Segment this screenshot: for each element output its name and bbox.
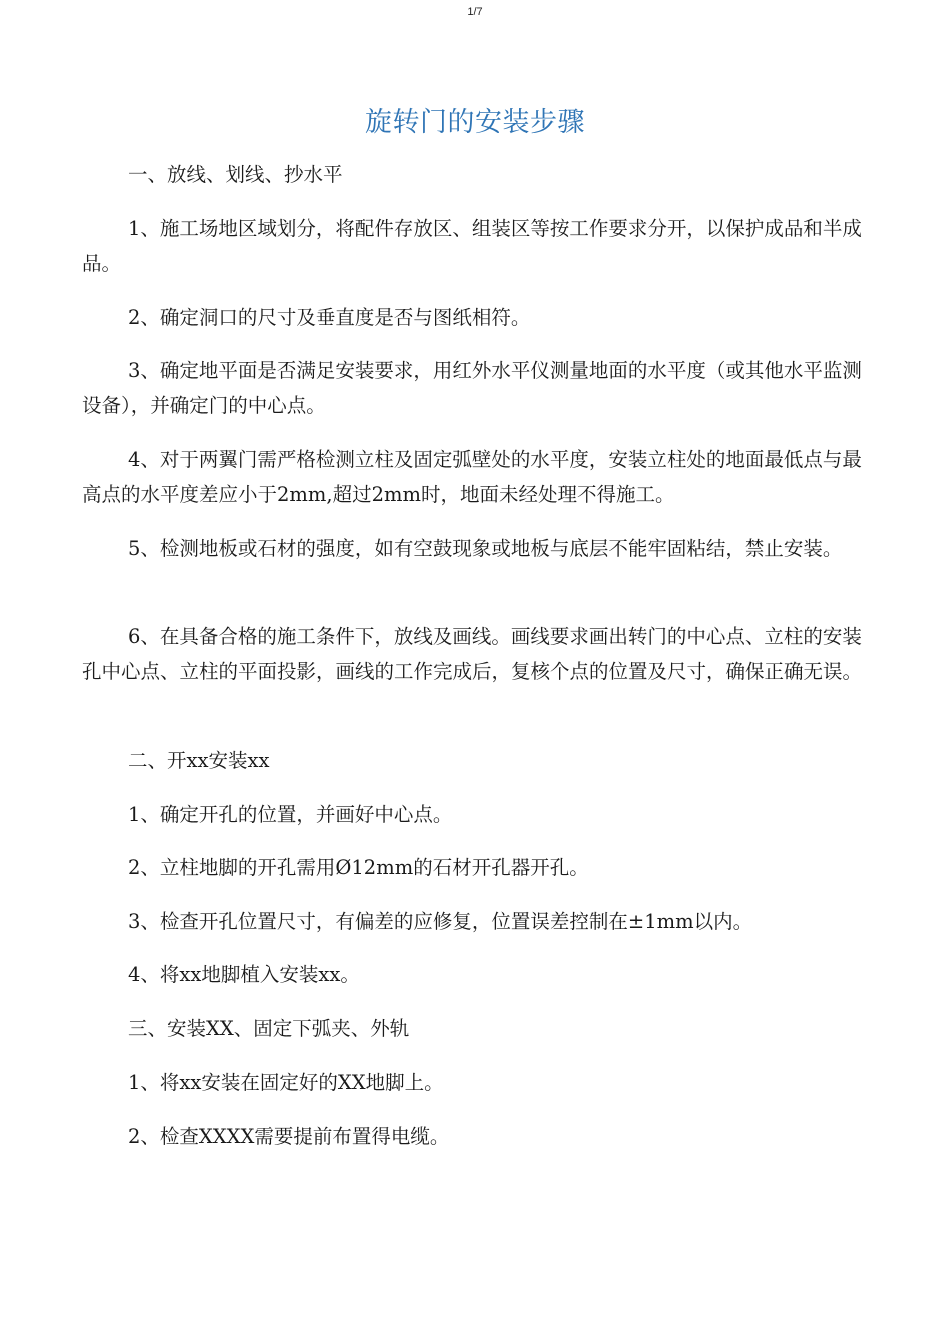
paragraph: 6、在具备合格的施工条件下，放线及画线。画线要求画出转门的中心点、立柱的安装孔中心点、立柱的平面投影，画线的工作完成后，复核个点的位置及尺寸，确保正确无误。 <box>82 625 863 683</box>
section-heading-1: 一、放线、划线、抄水平 <box>128 163 343 186</box>
page-number: 1/7 <box>467 6 483 18</box>
paragraph: 1、施工场地区域划分，将配件存放区、组装区等按工作要求分开，以保护成品和半成品。 <box>82 217 862 275</box>
paragraph: 3、确定地平面是否满足安装要求，用红外水平仪测量地面的水平度（或其他水平监测设备），并确定门的中心点。 <box>82 359 862 417</box>
paragraph: 2、确定洞口的尺寸及垂直度是否与图纸相符。 <box>128 306 531 329</box>
section-heading-2: 二、开xx安装xx <box>128 749 270 772</box>
paragraph: 5、检测地板或石材的强度，如有空鼓现象或地板与底层不能牢固粘结，禁止安装。 <box>128 537 843 560</box>
paragraph: 1、确定开孔的位置，并画好中心点。 <box>128 803 453 826</box>
paragraph: 2、立柱地脚的开孔需用Ø12mm的石材开孔器开孔。 <box>128 856 589 879</box>
paragraph: 3、检查开孔位置尺寸，有偏差的应修复，位置误差控制在±1mm以内。 <box>128 910 753 933</box>
paragraph: 4、对于两翼门需严格检测立柱及固定弧壁处的水平度，安装立柱处的地面最低点与最高点的水平度差应小于2mm,超过2mm时，地面未经处理不得施工。 <box>82 448 862 506</box>
paragraph: 1、将xx安装在固定好的XX地脚上。 <box>128 1071 444 1094</box>
document-title: 旋转门的安装步骤 <box>365 107 585 138</box>
paragraph: 4、将xx地脚植入安装xx。 <box>128 963 360 986</box>
section-heading-3: 三、安装XX、固定下弧夹、外轨 <box>128 1017 410 1040</box>
paragraph: 2、检查XXXX需要提前布置得电缆。 <box>128 1125 450 1148</box>
